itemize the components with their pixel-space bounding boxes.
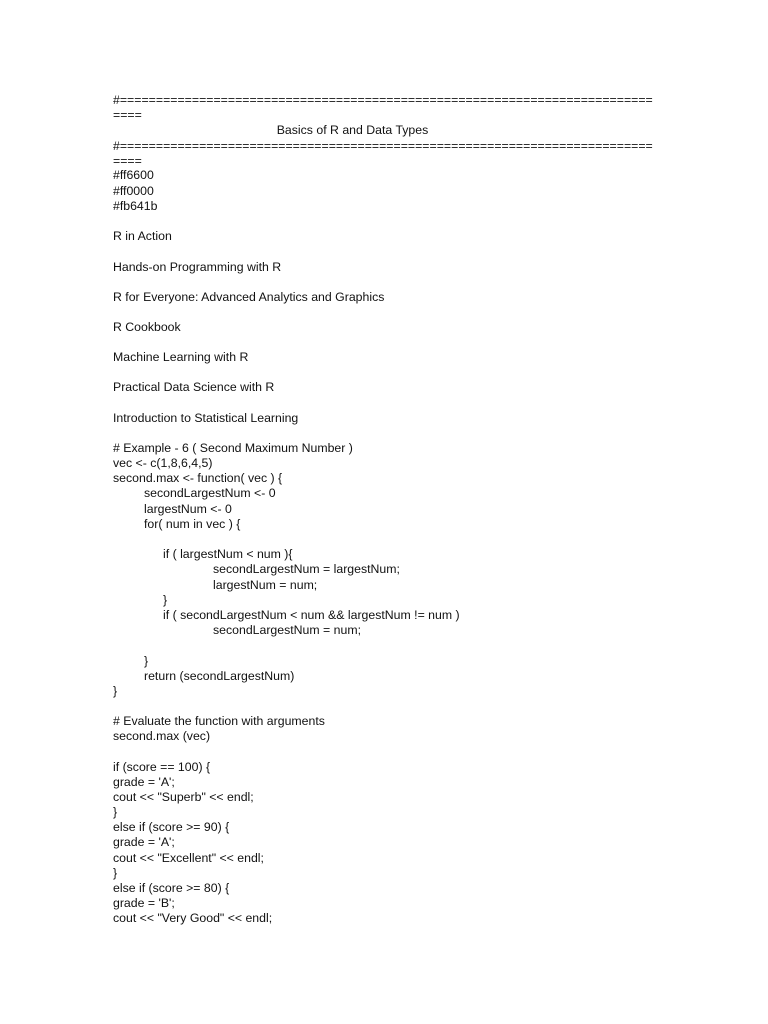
- book-title: Machine Learning with R: [113, 350, 249, 364]
- book-title: Practical Data Science with R: [113, 380, 275, 394]
- code-line: }: [163, 593, 168, 607]
- code-line: if ( secondLargestNum < num && largestNum != num ): [163, 608, 460, 622]
- code-line: }: [144, 654, 149, 668]
- code-comment: # Evaluate the function with arguments: [113, 714, 325, 728]
- code-line: if ( largestNum < num ){: [163, 547, 293, 561]
- book-title: R for Everyone: Advanced Analytics and Graphics: [113, 290, 385, 304]
- code-line: grade = 'A';: [113, 775, 175, 789]
- separator-line-bottom: #==========================================================================: [113, 139, 653, 153]
- book-title: R in Action: [113, 229, 172, 243]
- code-line: }: [113, 866, 118, 880]
- color-code: #ff0000: [113, 184, 154, 198]
- code-comment: # Example - 6 ( Second Maximum Number ): [113, 441, 353, 455]
- code-line: cout << "Superb" << endl;: [113, 790, 254, 804]
- code-line: secondLargestNum = largestNum;: [213, 562, 400, 576]
- code-line: }: [113, 805, 118, 819]
- code-line: return (secondLargestNum): [144, 669, 295, 683]
- book-title: Introduction to Statistical Learning: [113, 411, 299, 425]
- code-line: cout << "Excellent" << endl;: [113, 851, 264, 865]
- book-title: R Cookbook: [113, 320, 181, 334]
- code-line: cout << "Very Good" << endl;: [113, 911, 273, 925]
- code-line: secondLargestNum = num;: [213, 623, 361, 637]
- code-line: vec <- c(1,8,6,4,5): [113, 456, 213, 470]
- code-line: largestNum = num;: [213, 578, 318, 592]
- code-line: largestNum <- 0: [144, 502, 232, 516]
- code-line: second.max <- function( vec ) {: [113, 471, 283, 485]
- separator-wrap-top: ====: [113, 108, 142, 122]
- code-line: if (score == 100) {: [113, 760, 211, 774]
- code-line: grade = 'A';: [113, 835, 175, 849]
- separator-line-top: #==========================================================================: [113, 93, 653, 107]
- code-line: secondLargestNum <- 0: [144, 486, 276, 500]
- code-line: second.max (vec): [113, 729, 211, 743]
- document-title: Basics of R and Data Types: [276, 123, 429, 137]
- color-code: #ff6600: [113, 168, 154, 182]
- code-line: else if (score >= 80) {: [113, 881, 230, 895]
- code-line: for( num in vec ) {: [144, 517, 241, 531]
- book-title: Hands-on Programming with R: [113, 260, 282, 274]
- code-line: else if (score >= 90) {: [113, 820, 230, 834]
- code-line: grade = 'B';: [113, 896, 175, 910]
- code-line: }: [113, 684, 118, 698]
- separator-wrap-bottom: ====: [113, 154, 142, 168]
- color-code: #fb641b: [113, 199, 158, 213]
